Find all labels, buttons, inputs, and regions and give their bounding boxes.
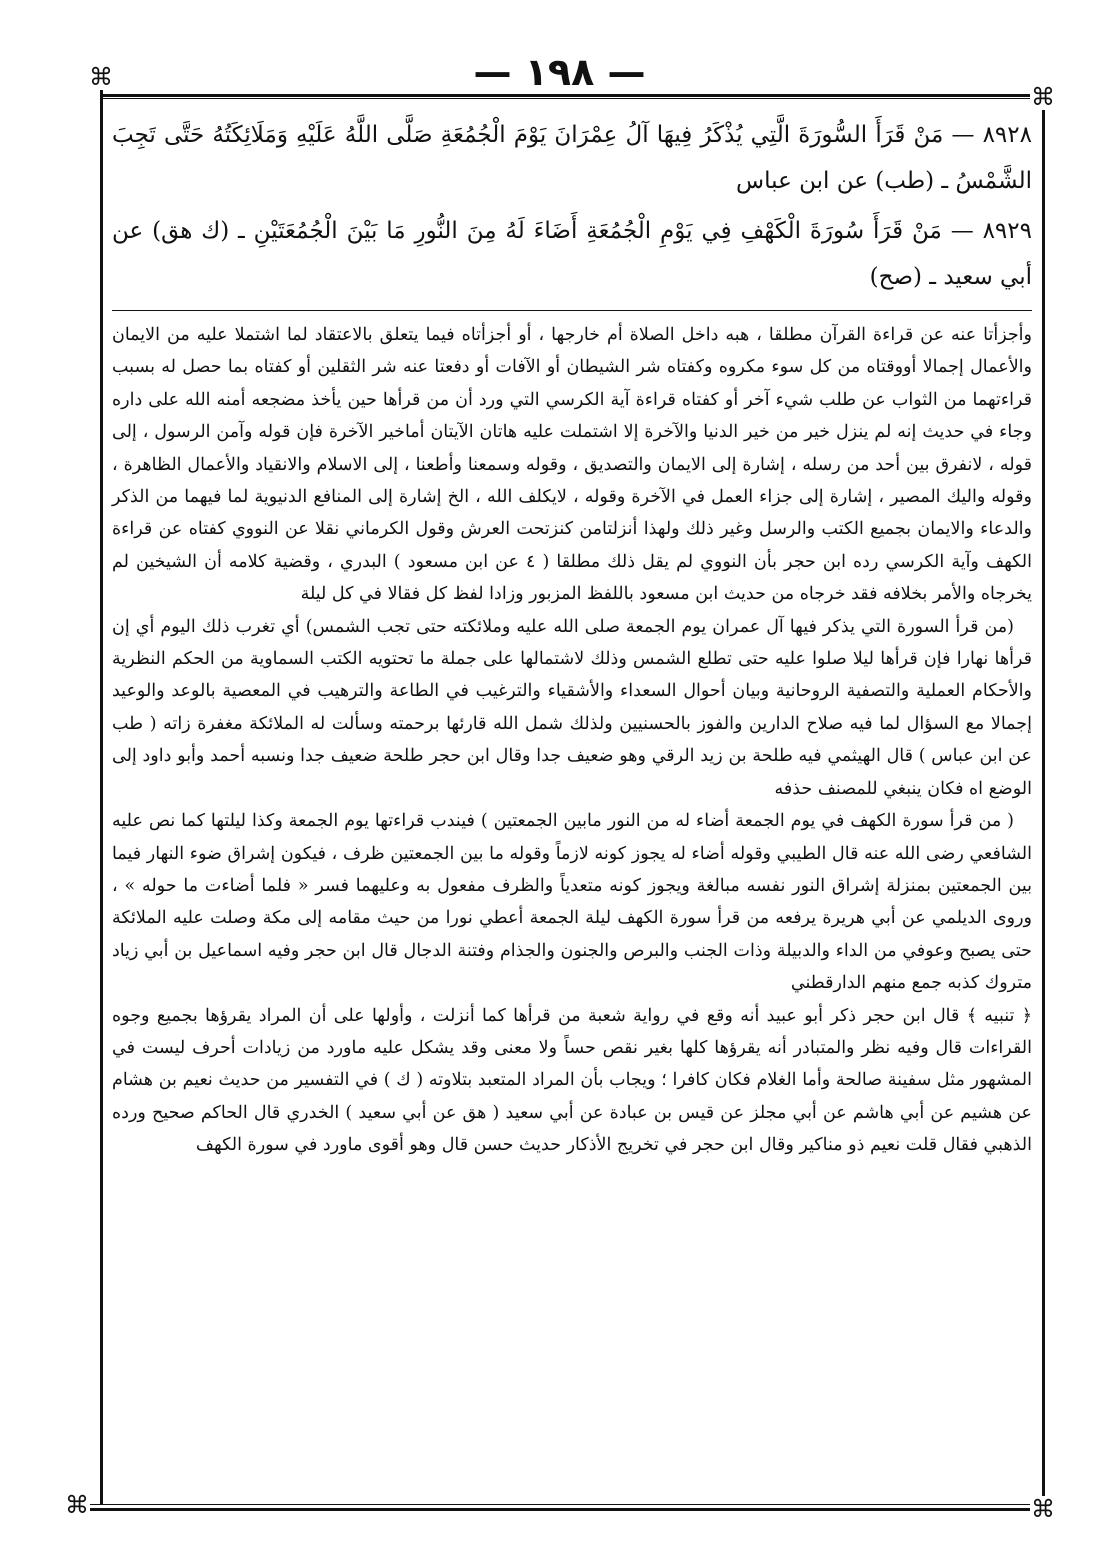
right-border (1042, 104, 1045, 1504)
bottom-border (76, 1508, 1041, 1511)
bottom-border-inner (76, 1504, 1041, 1505)
corner-ornament-icon: ⌘ (1031, 83, 1055, 111)
page-number: — ١٩٨ — (473, 50, 646, 94)
commentary-paragraph: (من قرأ السورة التي يذكر فيها آل عمران يوم الجمعة صلى الله عليه وملائكته حتى تجب الشمس) أي تغرب ذلك اليوم أي إن قرأها نهارا فإن قرأها ليلا صلوا عليه حتى تطلع الشمس وذلك لاشتمالها على جملة ما تحتويه الكتب السماوية من الحكم النظرية والأحكام العملية والتصفية الروحانية وبيان أحوال السعداء والأشقياء والترغيب في الطاعة والترهيب في المعصية بالوعد والوعيد إجمالا مع السؤال لما فيه صلاح الدارين والفوز بالحسنيين ولذلك شمل الله قارئها برحمته وسألت له الملائكة مغفرة زاته ( طب عن ابن عباس ) قال الهيثمي فيه طلحة بن زيد الرقي وهو ضعيف جدا وقال ابن حجر طلحة ضعيف جدا ونسبه أحمد وأبو داود إلى الوضع اه فكان ينبغي للمصنف حذفه (112, 616, 1032, 799)
commentary-paragraph: ( من قرأ سورة الكهف في يوم الجمعة أضاء له من النور مابين الجمعتين ) فيندب قراءتها يوم الجمعة وكذا ليلتها كما نص عليه الشافعي رضى الله عنه قال الطيبي وقوله أضاء له يجوز كونه لازماً وقوله ما بين الجمعتين ظرف ، فيكون إشراق ضوء النهار فيما بين الجمعتين بمنزلة إشراق النور نفسه مبالغة ويجوز كونه متعدياً والظرف مفعول به وعليهما فسر « فلما أضاءت ما حوله » ، وروى الديلمي عن أبي هريرة يرفعه من قرأ سورة الكهف ليلة الجمعة أعطي نورا من حيث مقامه إلى مكة وصلت عليه الملائكة حتى يصبح وعوفي من الداء والدبيلة وذات الجنب والبرص والجنون والجذام وفتنة الدجال قال ابن حجر وفيه اسماعيل بن أبي زياد متروك كذبه جمع منهم الدارقطني (112, 811, 1032, 994)
page-content (112, 112, 1032, 1162)
corner-ornament-icon: ⌘ (89, 63, 113, 91)
left-border (100, 84, 103, 1504)
hadith-number: ٨٩٢٩ (982, 218, 1032, 244)
hadith-text: — مَنْ قَرَأَ سُورَةَ الْكَهْفِ فِي يَوْمِ الْجُمُعَةِ أَضَاءَ لَهُ مِنَ النُّورِ مَا بَيْنَ الْجُمُعَتَيْنِ ـ (ك هق) عن أبي سعيد ـ (صح) (112, 218, 1032, 290)
hadith-text: — مَنْ قَرَأَ السُّورَةَ الَّتِي يُذْكَرُ فِيهَا آلُ عِمْرَانَ يَوْمَ الْجُمُعَةِ صَلَّى اللَّهُ عَلَيْهِ وَمَلَائِكَتُهُ حَتَّى تَجِبَ الشَّمْسُ ـ (طب) عن ابن عباس (112, 122, 1032, 194)
commentary-paragraph: وأجزأتا عنه عن قراءة القرآن مطلقا ، هبه داخل الصلاة أم خارجها ، أو أجزأتاه فيما يتعلق بالاعتقاد لما اشتملا عليه من الايمان والأعمال إجمالا أووقتاه من كل سوء مكروه وكفتاه شر الشيطان أو الآفات أو دفعتا عنه شر الثقلين أو كفتاه بما حصل له بسبب قراءتهما من الثواب عن طلب شيء آخر أو كفتاه قراءة آية الكرسي التي ورد أن من قرأها حين يأخذ مضجعه أمنه الله على داره وجاء في حديث إنه لم ينزل خير من خير الدنيا والآخرة إلا اشتملت عليه هاتان الآيتان أماخير الآخرة فإن قوله وآمن الرسول ، إلى قوله ، لانفرق بين أحد من رسله ، إشارة إلى الايمان والتصديق ، وقوله وسمعنا وأطعنا ، إلى الاسلام والانقياد والأعمال الظاهرة ، وقوله واليك المصير ، إشارة إلى جزاء العمل في الآخرة وقوله ، لايكلف الله ، الخ إشارة إلى المنافع الدنيوية لما فيهما من الذكر والدعاء والايمان بجميع الكتب والرسل وغير ذلك ولهذا أنزلتامن كنزتحت العرش وقول الكرماني نقلا عن النووي كفتاه عن قراءة الكهف وآية الكرسي رده ابن حجر بأن النووي لم يقل ذلك مطلقا ( ٤ عن ابن مسعود ) البدري ، وقضية كلامه أن الشيخين لم يخرجاه والأمر بخلافه فقد خرجاه من حديث ابن مسعود باللفظ المزبور وزادا لفظ كل فقالا في كل ليلة (112, 325, 1032, 605)
hadith-entry (112, 112, 1032, 204)
hadith-number: ٨٩٢٨ (982, 122, 1032, 148)
corner-ornament-icon: ⌘ (65, 1491, 89, 1519)
commentary-paragraph: ﴿ تنبيه ﴾ قال ابن حجر ذكر أبو عبيد أنه وقع في رواية شعبة من قرأها كما أنزلت ، وأولها على أن المراد يقرؤها بجميع وجوه القراءات قال وفيه نظر والمتبادر أنه يقرؤها كلها بغير نقص حساً ولا معنى وقد يشكل عليه ماورد من زيادات أحرف ليست في المشهور مثل سفينة صالحة وأما الغلام فكان كافرا ؛ ويجاب بأن المراد المتعبد بتلاوته ( ك ) في التفسير من حديث نعيم بن هشام عن هشيم عن أبي هاشم عن أبي مجلز عن قيس بن عبادة عن أبي سعيد ( هق عن أبي سعيد ) الخدري قال الحاكم صحيح ورده الذهبي فقال قلت نعيم ذو مناكير وقال ابن حجر في تخريج الأذكار حديث حسن قال وهو أقوى ماورد في سورة الكهف (112, 1005, 1033, 1156)
corner-ornament-icon: ⌘ (1031, 1495, 1055, 1523)
section-separator (112, 310, 1032, 311)
top-border (100, 94, 1045, 97)
top-border-inner (100, 98, 1045, 99)
hadith-entry (112, 208, 1032, 300)
